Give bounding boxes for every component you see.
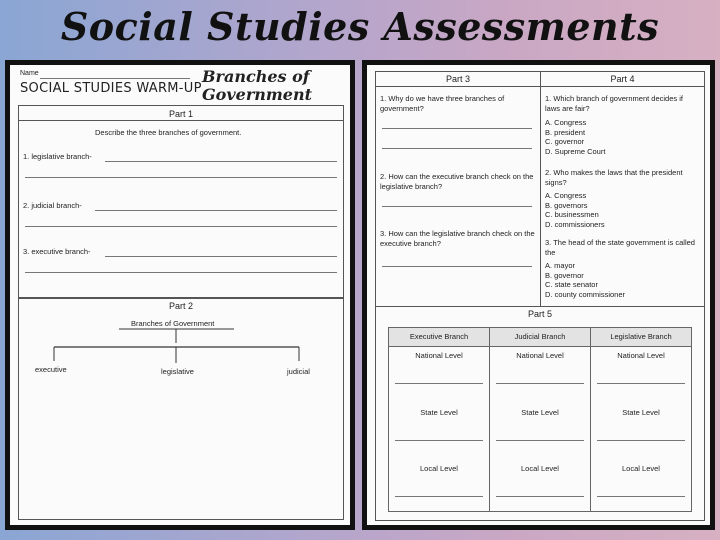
column-header: Executive Branch <box>389 328 489 347</box>
left-worksheet <box>5 60 355 530</box>
part4-heading: Part 4 <box>541 73 704 87</box>
answer-line[interactable] <box>105 256 337 257</box>
page-title: Social Studies Assessments <box>60 4 660 49</box>
option-d[interactable]: D. commissioners <box>545 219 605 229</box>
answer-line[interactable] <box>105 161 337 162</box>
column-header: Legislative Branch <box>591 328 691 347</box>
answer-line[interactable] <box>597 496 685 497</box>
right-worksheet <box>362 60 715 530</box>
answer-line[interactable] <box>597 440 685 441</box>
answer-line[interactable] <box>95 210 337 211</box>
option-c[interactable]: C. governor <box>545 137 585 146</box>
state-level-label: State Level <box>622 408 660 417</box>
part3-question-3: 3. How can the legislative branch check on the executive branch? <box>380 229 535 248</box>
answer-line[interactable] <box>25 177 337 178</box>
part4-question-1: 1. Which branch of government decides if laws are fair? <box>545 94 683 113</box>
part3-question-1: 1. Why do we have three branches of government? <box>380 94 505 113</box>
part3-question-2: 2. How can the executive branch check on the legislative branch? <box>380 172 534 191</box>
answer-line[interactable] <box>395 496 483 497</box>
answer-line[interactable] <box>496 496 584 497</box>
answer-line[interactable] <box>382 148 532 149</box>
warmup-title: SOCIAL STUDIES WARM-UP <box>20 81 202 96</box>
branches-tree-diagram <box>19 315 345 415</box>
tree-leaf-legislative: legislative <box>161 367 194 376</box>
option-a[interactable]: A. Congress <box>545 118 587 127</box>
part4-box <box>540 71 705 307</box>
name-line <box>40 78 190 79</box>
option-b[interactable]: B. president <box>545 127 586 137</box>
local-level-label: Local Level <box>420 464 458 473</box>
column-legislative <box>591 328 691 511</box>
option-b[interactable]: B. governor <box>545 270 584 280</box>
part3-heading: Part 3 <box>376 73 540 87</box>
part2-heading: Part 2 <box>168 301 193 311</box>
part1-item-1: 1. legislative branch- <box>23 152 92 161</box>
option-b[interactable]: B. governors <box>545 200 588 210</box>
left-sheet <box>10 65 350 525</box>
national-level-label: National Level <box>415 351 463 360</box>
part2-box <box>18 298 344 520</box>
topic-title-2: Government <box>202 85 313 104</box>
tree-root-label: Branches of Government <box>131 319 215 328</box>
answer-line[interactable] <box>382 128 532 129</box>
tree-leaf-executive: executive <box>35 365 67 374</box>
part1-heading: Part 1 <box>19 108 343 121</box>
local-level-label: Local Level <box>521 464 559 473</box>
answer-line[interactable] <box>496 383 584 384</box>
option-a[interactable]: A. mayor <box>545 261 576 270</box>
state-level-label: State Level <box>420 408 458 417</box>
answer-line[interactable] <box>395 440 483 441</box>
option-d[interactable]: D. Supreme Court <box>545 146 606 156</box>
option-c[interactable]: C. businessmen <box>545 210 599 219</box>
part4-q2-options <box>545 191 605 229</box>
option-d[interactable]: D. county commissioner <box>545 289 626 299</box>
column-header: Judicial Branch <box>490 328 590 347</box>
column-judicial <box>490 328 591 511</box>
answer-line[interactable] <box>382 266 532 267</box>
right-sheet <box>367 65 710 525</box>
part1-instruction: Describe the three branches of government. <box>95 128 242 137</box>
answer-line[interactable] <box>25 226 337 227</box>
part3-box <box>375 71 541 307</box>
part4-q1-options <box>545 118 605 156</box>
part1-item-2: 2. judicial branch- <box>23 201 82 210</box>
option-a[interactable]: A. Congress <box>545 191 587 200</box>
part4-q3-options <box>545 261 625 299</box>
option-c[interactable]: C. state senator <box>545 280 598 289</box>
answer-line[interactable] <box>597 383 685 384</box>
column-executive <box>389 328 490 511</box>
part5-box <box>375 306 705 521</box>
part5-table <box>388 327 692 512</box>
state-level-label: State Level <box>521 408 559 417</box>
name-label: Name <box>20 70 39 77</box>
answer-line[interactable] <box>395 383 483 384</box>
part1-item-3: 3. executive branch- <box>23 247 91 256</box>
answer-line[interactable] <box>496 440 584 441</box>
answer-line[interactable] <box>382 206 532 207</box>
topic-title-1: Branches of <box>202 67 310 86</box>
national-level-label: National Level <box>617 351 665 360</box>
national-level-label: National Level <box>516 351 564 360</box>
local-level-label: Local Level <box>622 464 660 473</box>
part5-heading: Part 5 <box>527 309 552 319</box>
part1-box <box>18 105 344 298</box>
answer-line[interactable] <box>25 272 337 273</box>
tree-leaf-judicial: judicial <box>287 367 310 376</box>
part4-question-3: 3. The head of the state government is called the <box>545 238 695 257</box>
part4-question-2: 2. Who makes the laws that the president signs? <box>545 168 683 187</box>
